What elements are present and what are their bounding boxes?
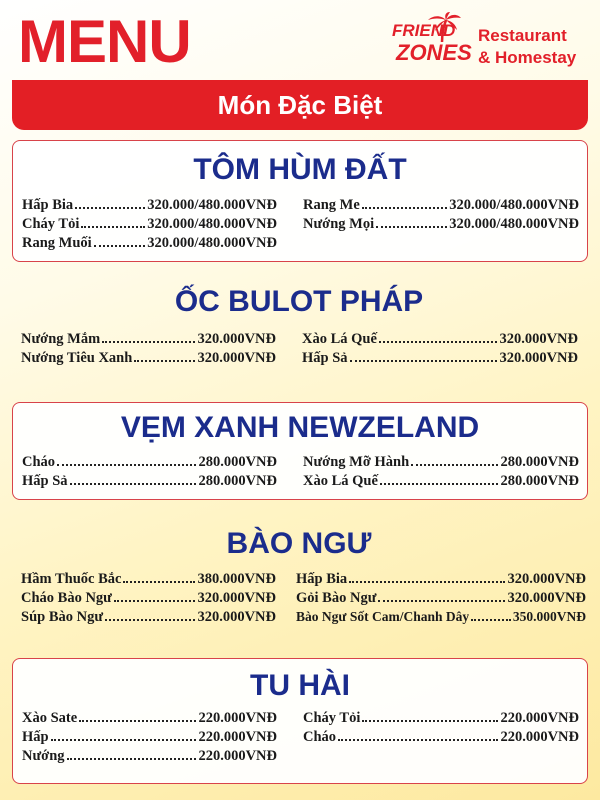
menu-item: Xào Lá Quế 320.000VNĐ: [302, 331, 578, 347]
section-vem-xanh: [12, 402, 588, 500]
section-title: TÔM HÙM ĐẤT: [193, 153, 407, 186]
section-tu-hai: [12, 658, 588, 784]
section-oc-bulot-phap: [12, 285, 586, 375]
menu-item: Bào Ngư Sốt Cam/Chanh Dây 350.000VNĐ: [296, 609, 586, 624]
menu-item: Hấp Bia 320.000VNĐ: [296, 571, 586, 587]
menu-item: Gỏi Bào Ngư 320.000VNĐ: [296, 590, 586, 606]
right-column: [296, 571, 586, 628]
menu-item: Hấp Sả 320.000VNĐ: [302, 350, 578, 366]
menu-item: Xào Sate 220.000VNĐ: [22, 710, 277, 726]
section-bao-ngu: [12, 527, 586, 637]
menu-item: Cháo 220.000VNĐ: [303, 729, 579, 745]
right-column: [302, 331, 578, 369]
section-title: ỐC BULOT PHÁP: [174, 285, 424, 318]
brand-name: [478, 25, 576, 69]
right-column: [303, 454, 579, 492]
menu-item: Nướng 220.000VNĐ: [22, 748, 277, 764]
menu-item: Nướng Mọi 320.000/480.000VNĐ: [303, 216, 579, 232]
left-column: [21, 571, 276, 628]
menu-title: MENU: [18, 8, 191, 75]
left-column: [21, 331, 276, 369]
menu-item: Cháy Tỏi 320.000/480.000VNĐ: [22, 216, 277, 232]
section-title: VẸM XANH NEWZELAND: [120, 411, 480, 444]
menu-item: Cháy Tỏi 220.000VNĐ: [303, 710, 579, 726]
logo-text-bottom: ZONES: [396, 40, 472, 65]
section-title: BÀO NGƯ: [226, 527, 372, 560]
menu-item: Súp Bào Ngư 320.000VNĐ: [21, 609, 276, 625]
left-column: [22, 197, 277, 254]
restaurant-logo: [392, 12, 472, 72]
menu-item: Hấp Sả 280.000VNĐ: [22, 473, 277, 489]
brand-line-homestay: & Homestay: [478, 48, 577, 67]
menu-item: Xào Lá Quế 280.000VNĐ: [303, 473, 579, 489]
menu-item: Cháo 280.000VNĐ: [22, 454, 277, 470]
section-title: TU HÀI: [250, 669, 350, 702]
right-column: [303, 710, 579, 748]
brand-line-restaurant: Restaurant: [478, 26, 567, 45]
menu-item: Rang Me 320.000/480.000VNĐ: [303, 197, 579, 213]
left-column: [22, 710, 277, 767]
menu-item: Hấp 220.000VNĐ: [22, 729, 277, 745]
menu-item: Nướng Tiêu Xanh 320.000VNĐ: [21, 350, 276, 366]
left-column: [22, 454, 277, 492]
menu-item: Nướng Mỡ Hành 280.000VNĐ: [303, 454, 579, 470]
menu-item: Nướng Mắm 320.000VNĐ: [21, 331, 276, 347]
menu-item: Rang Muối 320.000/480.000VNĐ: [22, 235, 277, 251]
menu-item: Hấp Bia 320.000/480.000VNĐ: [22, 197, 277, 213]
logo-text-top: FRIEND: [392, 21, 456, 40]
right-column: [303, 197, 579, 235]
special-banner: [12, 80, 588, 130]
menu-item: Hầm Thuốc Bắc 380.000VNĐ: [21, 571, 276, 587]
banner-title: Món Đặc Biệt: [217, 89, 383, 120]
section-tom-hum-dat: [12, 140, 588, 262]
menu-item: Cháo Bào Ngư 320.000VNĐ: [21, 590, 276, 606]
